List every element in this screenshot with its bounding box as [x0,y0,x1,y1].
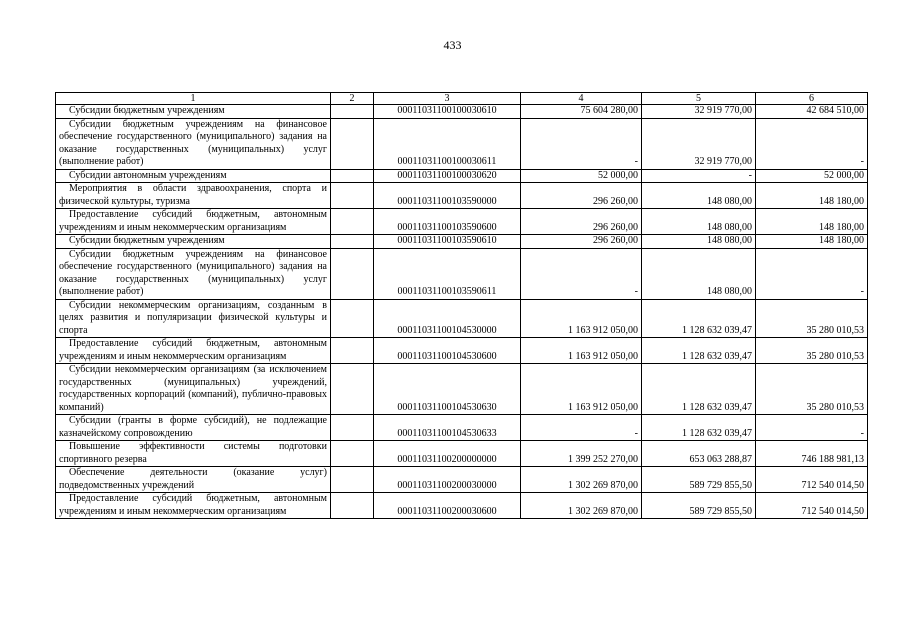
row-code: 00011031100104530000 [374,299,521,338]
table-row [56,118,868,169]
row-col2 [331,248,374,299]
row-value-5: 148 080,00 [642,183,756,209]
row-col2 [331,209,374,235]
row-name: Субсидии автономным учреждениям [56,169,331,183]
row-value-5: 1 128 632 039,47 [642,299,756,338]
row-code: 00011031100200030600 [374,493,521,519]
row-value-5: 589 729 855,50 [642,467,756,493]
row-code: 00011031100103590000 [374,183,521,209]
row-value-5: 1 128 632 039,47 [642,415,756,441]
row-value-4: 1 399 252 270,00 [521,441,642,467]
row-code: 00011031100200030000 [374,467,521,493]
row-value-5: 148 080,00 [642,209,756,235]
row-value-4: 1 302 269 870,00 [521,467,642,493]
row-name: Повышение эффективности системы подготовки спортивного резерва [56,441,331,467]
row-name: Субсидии бюджетным учреждениям [56,105,331,119]
row-value-6: 148 180,00 [756,209,868,235]
row-name: Предоставление субсидий бюджетным, автономным учреждениям и иным некоммерческим организациям [56,209,331,235]
row-value-4: - [521,118,642,169]
row-col2 [331,299,374,338]
row-name: Предоставление субсидий бюджетным, автономным учреждениям и иным некоммерческим организациям [56,493,331,519]
row-col2 [331,441,374,467]
row-value-4: 1 302 269 870,00 [521,493,642,519]
row-code: 00011031100103590610 [374,235,521,249]
row-value-4: - [521,415,642,441]
table-row [56,467,868,493]
row-col2 [331,338,374,364]
row-value-5: 589 729 855,50 [642,493,756,519]
header-row [56,93,868,105]
row-value-6: - [756,118,868,169]
header-cell: 4 [521,93,642,105]
row-value-4: 52 000,00 [521,169,642,183]
row-value-5: 1 128 632 039,47 [642,364,756,415]
table-row [56,364,868,415]
table-row [56,183,868,209]
row-value-4: 1 163 912 050,00 [521,338,642,364]
budget-table [55,92,868,519]
row-col2 [331,467,374,493]
row-value-4: 296 260,00 [521,209,642,235]
row-code: 00011031100100030610 [374,105,521,119]
row-value-4: 296 260,00 [521,183,642,209]
table-body [56,105,868,519]
row-col2 [331,183,374,209]
row-value-6: 746 188 981,13 [756,441,868,467]
row-value-4: 296 260,00 [521,235,642,249]
row-col2 [331,415,374,441]
row-value-4: 1 163 912 050,00 [521,299,642,338]
row-value-6: - [756,248,868,299]
table-row [56,299,868,338]
row-name: Субсидии бюджетным учреждениям на финансовое обеспечение государственного (муниципального) задания на оказание государственных (муниципальных) услуг (выполнение работ) [56,118,331,169]
table-row [56,169,868,183]
row-name: Субсидии (гранты в форме субсидий), не подлежащие казначейскому сопровождению [56,415,331,441]
row-value-6: 35 280 010,53 [756,364,868,415]
row-name: Предоставление субсидий бюджетным, автономным учреждениям и иным некоммерческим организациям [56,338,331,364]
row-name: Обеспечение деятельности (оказание услуг) подведомственных учреждений [56,467,331,493]
row-code: 00011031100104530600 [374,338,521,364]
row-col2 [331,105,374,119]
table-row [56,415,868,441]
row-col2 [331,235,374,249]
row-code: 00011031100100030620 [374,169,521,183]
row-value-5: 653 063 288,87 [642,441,756,467]
row-code: 00011031100104530633 [374,415,521,441]
table-row [56,105,868,119]
row-value-4: 75 604 280,00 [521,105,642,119]
row-name: Мероприятия в области здравоохранения, спорта и физической культуры, туризма [56,183,331,209]
row-name: Субсидии бюджетным учреждениям на финансовое обеспечение государственного (муниципального) задания на оказание государственных (муниципальных) услуг (выполнение работ) [56,248,331,299]
page-number: 433 [443,38,462,52]
row-value-5: 32 919 770,00 [642,118,756,169]
row-value-4: 1 163 912 050,00 [521,364,642,415]
header-cell: 1 [56,93,331,105]
table-row [56,235,868,249]
row-code: 00011031100103590611 [374,248,521,299]
table-row [56,338,868,364]
row-value-6: 148 180,00 [756,235,868,249]
row-value-6: 148 180,00 [756,183,868,209]
row-code: 00011031100103590600 [374,209,521,235]
row-col2 [331,169,374,183]
table-row [56,493,868,519]
row-value-5: 1 128 632 039,47 [642,338,756,364]
header-cell: 6 [756,93,868,105]
row-col2 [331,493,374,519]
row-value-6: - [756,415,868,441]
row-value-6: 42 684 510,00 [756,105,868,119]
row-value-6: 35 280 010,53 [756,299,868,338]
row-value-6: 35 280 010,53 [756,338,868,364]
row-code: 00011031100200000000 [374,441,521,467]
row-name: Субсидии некоммерческим организациям (за исключением государственных (муниципальных) учреждений, государственных корпораций (компаний), публично-правовых компаний) [56,364,331,415]
row-code: 00011031100100030611 [374,118,521,169]
row-value-5: 32 919 770,00 [642,105,756,119]
row-value-5: - [642,169,756,183]
table-row [56,248,868,299]
row-value-4: - [521,248,642,299]
table-row [56,441,868,467]
header-cell: 2 [331,93,374,105]
header-cell: 3 [374,93,521,105]
row-code: 00011031100104530630 [374,364,521,415]
row-col2 [331,118,374,169]
row-name: Субсидии некоммерческим организациям, созданным в целях развития и популяризации физической культуры и спорта [56,299,331,338]
row-col2 [331,364,374,415]
row-name: Субсидии бюджетным учреждениям [56,235,331,249]
row-value-6: 712 540 014,50 [756,493,868,519]
row-value-5: 148 080,00 [642,235,756,249]
table-row [56,209,868,235]
header-cell: 5 [642,93,756,105]
row-value-5: 148 080,00 [642,248,756,299]
row-value-6: 52 000,00 [756,169,868,183]
row-value-6: 712 540 014,50 [756,467,868,493]
